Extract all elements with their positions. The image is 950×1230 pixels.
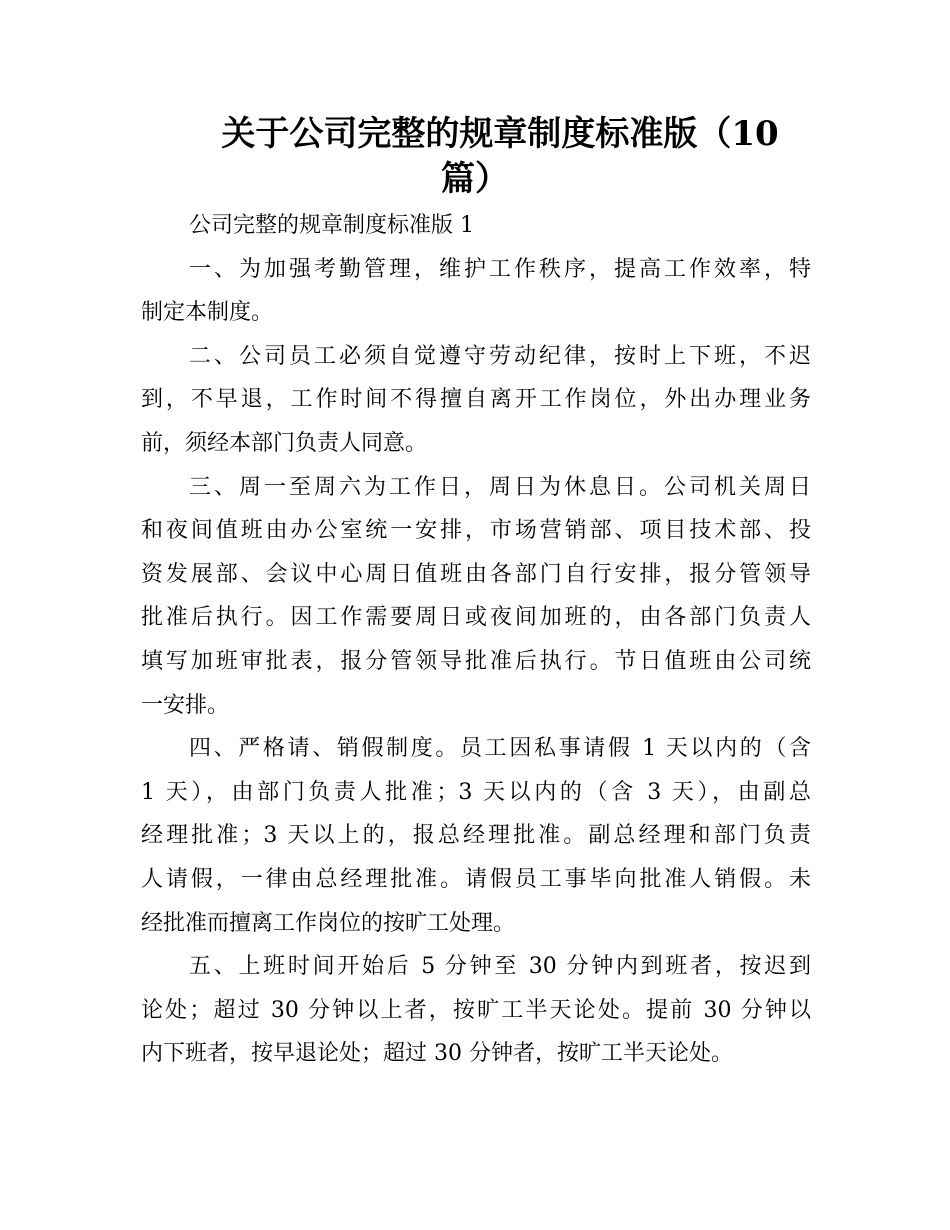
text-line: 公司完整的规章制度标准版 1	[189, 213, 474, 238]
document-body	[141, 204, 811, 1076]
paragraph	[141, 466, 811, 728]
paragraph	[141, 248, 811, 335]
text-line: 二、公司员工必须自觉遵守劳动纪律，按时上下班，不迟	[189, 343, 811, 369]
section-heading	[141, 204, 811, 248]
text-line: 制定本制度。	[141, 300, 274, 326]
text-line: 三、周一至周六为工作日，周日为休息日。公司机关周日	[189, 474, 811, 500]
text-line: 人请假，一律由总经理批准。请假员工事毕向批准人销假。未	[141, 866, 811, 892]
text-line: 批准后执行。因工作需要周日或夜间加班的，由各部门负责人	[141, 605, 811, 631]
text-line: 五、上班时间开始后 5 分钟至 30 分钟内到班者，按迟到	[189, 954, 811, 980]
title-line-2: 篇）	[441, 159, 509, 199]
paragraph	[141, 727, 811, 945]
document-title	[0, 112, 950, 202]
text-line: 四、严格请、销假制度。员工因私事请假 1 天以内的（含	[189, 736, 811, 762]
text-line: 一安排。	[141, 692, 230, 718]
text-line: 资发展部、会议中心周日值班由各部门自行安排，报分管领导	[141, 561, 811, 587]
text-line: 经批准而擅离工作岗位的按旷工处理。	[141, 910, 516, 936]
text-line: 到，不早退，工作时间不得擅自离开工作岗位，外出办理业务	[141, 387, 811, 413]
paragraph	[141, 945, 811, 1076]
text-line: 1 天），由部门负责人批准；3 天以内的（含 3 天），由副总	[141, 779, 811, 805]
text-line: 前，须经本部门负责人同意。	[141, 430, 428, 456]
text-line: 经理批准；3 天以上的，报总经理批准。副总经理和部门负责	[141, 823, 811, 849]
text-line: 论处；超过 30 分钟以上者，按旷工半天论处。提前 30 分钟以	[141, 997, 811, 1023]
paragraph	[141, 335, 811, 466]
text-line: 内下班者，按早退论处；超过 30 分钟者，按旷工半天论处。	[141, 1041, 733, 1067]
text-line: 和夜间值班由办公室统一安排，市场营销部、项目技术部、投	[141, 518, 811, 544]
text-line: 一、为加强考勤管理，维护工作秩序，提高工作效率，特	[189, 256, 811, 282]
text-line: 填写加班审批表，报分管领导批准后执行。节日值班由公司统	[141, 648, 811, 674]
title-line-1: 关于公司完整的规章制度标准版（10	[221, 114, 779, 154]
